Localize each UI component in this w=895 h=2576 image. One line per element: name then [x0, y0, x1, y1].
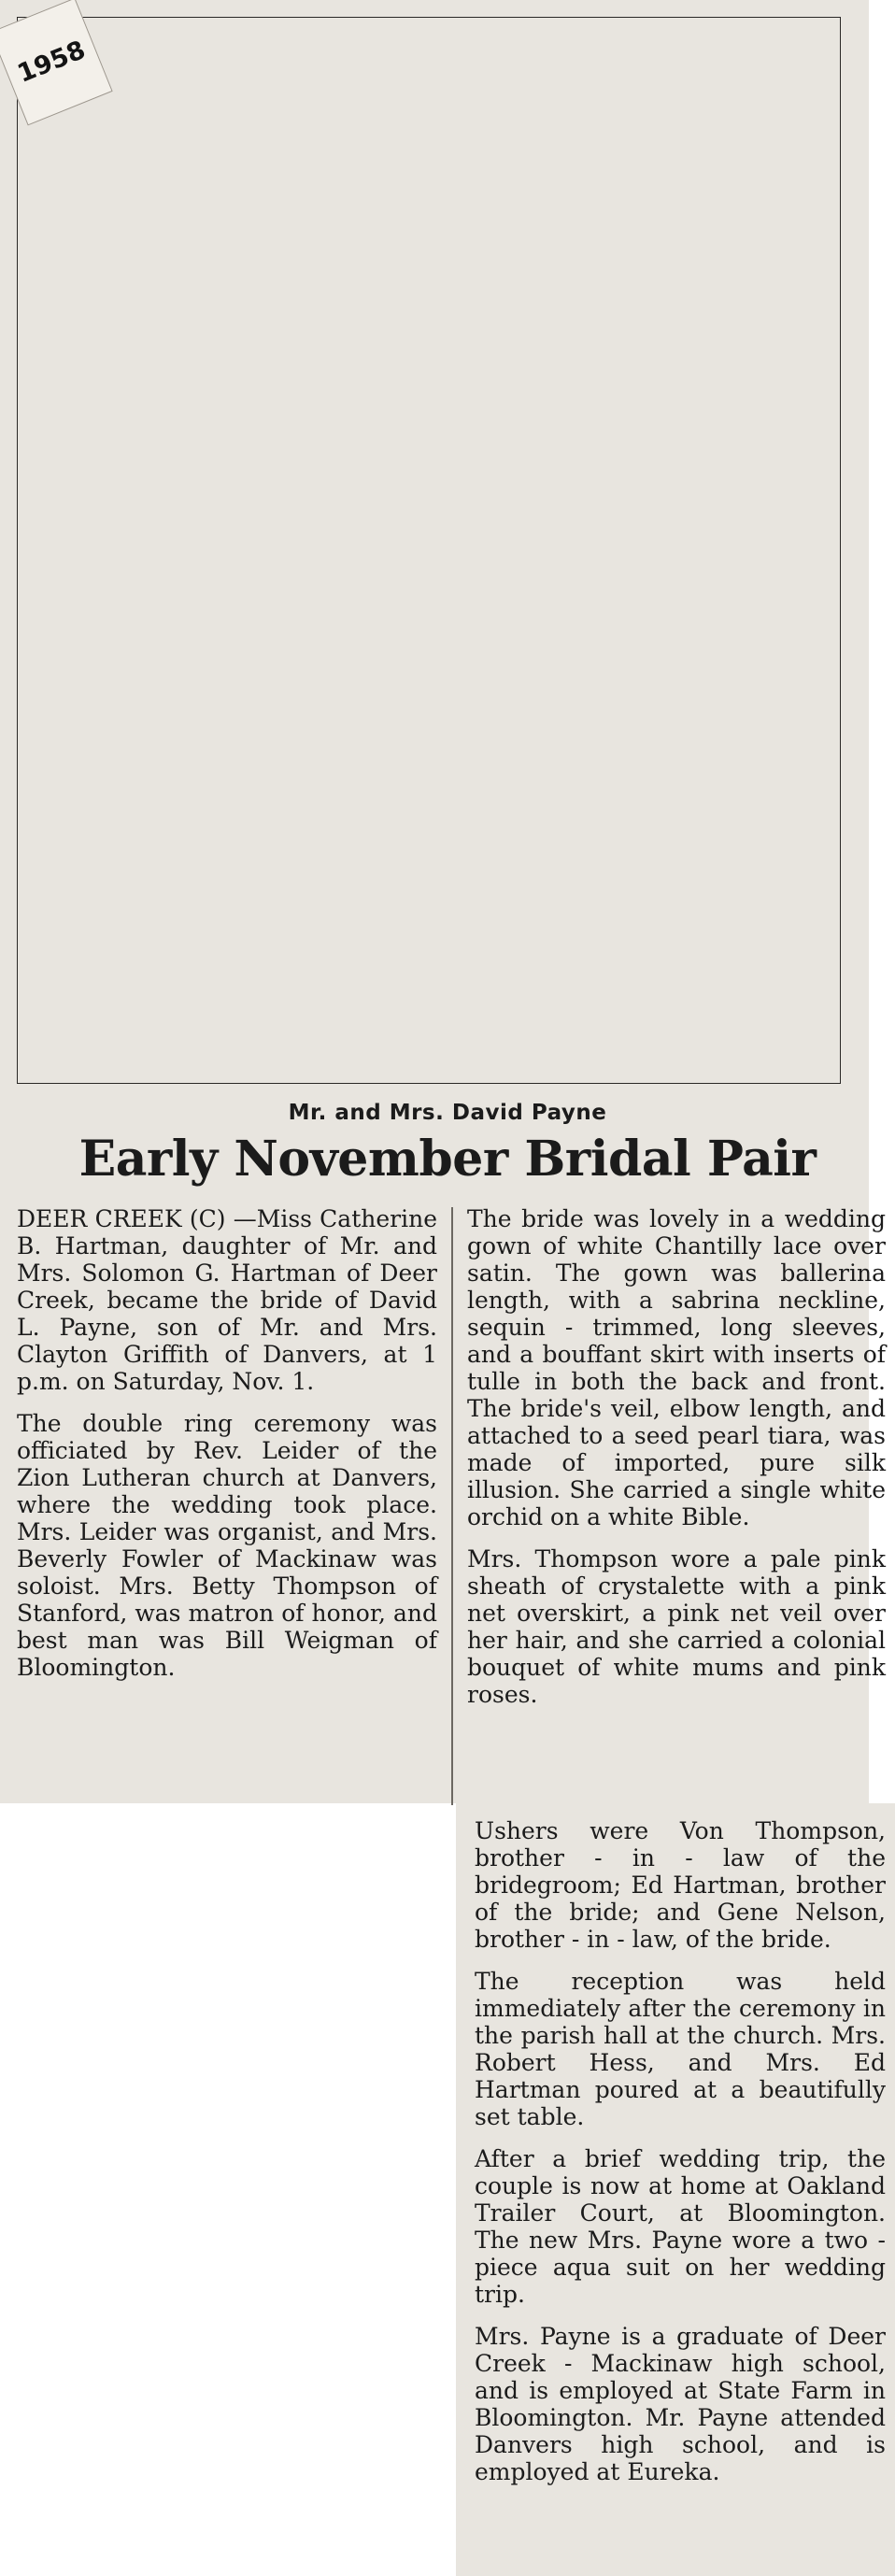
column-divider — [451, 1207, 453, 1805]
paragraph: After a brief wedding trip, the couple is now at home at Oakland Trailer Court, at Bloomington. The new Mrs. Payne wore a two - piece aqua suit on her wedding trip. — [475, 2145, 886, 2308]
photo-caption: Mr. and Mrs. David Payne — [288, 1101, 607, 1125]
paragraph: DEER CREEK (C) —Miss Catherine B. Hartman, daughter of Mr. and Mrs. Solomon G. Hartman of Deer Creek, became the bride of David L. Payne, son of Mr. and Mrs. Clayton Griffith of Danvers, at 1 p.m. on Saturday, Nov. 1. — [17, 1205, 437, 1395]
wedding-couple-photo — [17, 17, 841, 1084]
paragraph: Mrs. Thompson wore a pale pink sheath of crystalette with a pink net overskirt, a pink net veil over her hair, and she carried a colonial bouquet of white mums and pink roses. — [467, 1545, 886, 1708]
paragraph: Ushers were Von Thompson, brother - in - law of the bridegroom; Ed Hartman, brother of the bride; and Gene Nelson, brother - in - law, of the bride. — [475, 1817, 886, 1953]
article-left-column — [17, 1205, 437, 1696]
article-right-column — [467, 1205, 886, 1723]
paragraph: The bride was lovely in a wedding gown of white Chantilly lace over satin. The gown was ballerina length, with a sabrina neckline, sequin - trimmed, long sleeves, and a bouffant skirt with inserts of tulle in both the back and front. The bride's veil, elbow length, and attached to a seed pearl tiara, was made of imported, pure silk illusion. She carried a single white orchid on a white Bible. — [467, 1205, 886, 1530]
paragraph: The double ring ceremony was officiated by Rev. Leider of the Zion Lutheran church at Danvers, where the wedding took place. Mrs. Leider was organist, and Mrs. Beverly Fowler of Mackinaw was soloist. Mrs. Betty Thompson of Stanford, was matron of honor, and best man was Bill Weigman of Bloomington. — [17, 1410, 437, 1681]
paragraph: The reception was held immediately after the ceremony in the parish hall at the church. Mrs. Robert Hess, and Mrs. Ed Hartman poured at a beautifully set table. — [475, 1968, 886, 2130]
article-right-column-lower — [475, 1817, 886, 2500]
paragraph: Mrs. Payne is a graduate of Deer Creek - Mackinaw high school, and is employed at State Farm in Bloomington. Mr. Payne attended Danvers high school, and is employed at Eureka. — [475, 2323, 886, 2485]
headline: Early November Bridal Pair — [78, 1131, 817, 1188]
year-tag: 1958 — [0, 0, 113, 125]
